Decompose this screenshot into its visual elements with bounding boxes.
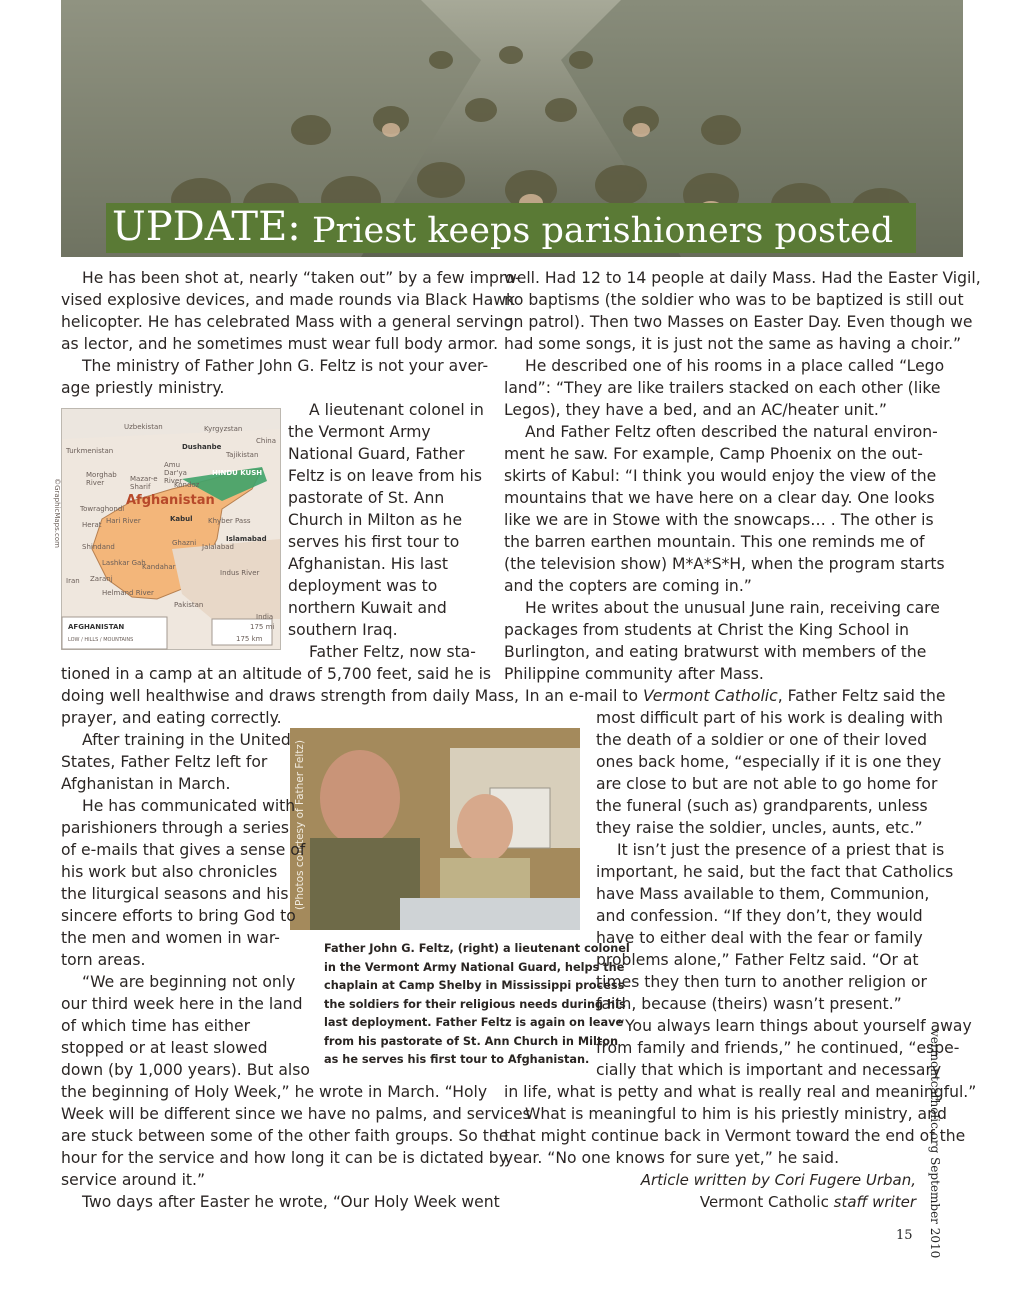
map-label: Dushanbe <box>182 443 222 451</box>
body-line: Afghanistan. His last <box>288 555 449 573</box>
map-label: Khyber Pass <box>208 517 251 525</box>
body-line: hour for the service and how long it can be is dictated by <box>61 1149 508 1167</box>
body-line: the men and women in war- <box>61 929 280 947</box>
body-line: Week will be different since we have no palms, and services <box>61 1105 531 1123</box>
body-line: the death of a soldier or one of their loved <box>596 731 927 749</box>
body-line: A lieutenant colonel in <box>309 401 484 419</box>
body-line: packages from students at Christ the King School in <box>504 621 909 639</box>
body-line: most difficult part of his work is dealing with <box>596 709 943 727</box>
body-line: serves his first tour to <box>288 533 460 551</box>
map-label: LOW / HILLS / MOUNTAINS <box>68 637 134 643</box>
caption-line: from his pastorate of St. Ann Church in Milton <box>324 1034 619 1048</box>
body-line: Afghanistan in March. <box>61 775 231 793</box>
map-label: Towraghondi <box>80 505 125 513</box>
body-line: down (by 1,000 years). But also <box>61 1061 310 1079</box>
caption-line: as he serves his first tour to Afghanistan. <box>324 1053 590 1066</box>
map-label: Amu Dar'ya River <box>164 461 187 485</box>
caption-line: chaplain at Camp Shelby in Mississippi process <box>324 979 625 992</box>
body-line: Legos), they have a bed, and an AC/heater unit.” <box>504 401 887 419</box>
body-line: like we are in Stowe with the snowcaps… . The other is <box>504 511 934 529</box>
body-line: and the copters are coming in.” <box>504 577 752 595</box>
map-label: Kabul <box>170 515 193 523</box>
body-line: parishioners through a series <box>61 819 289 837</box>
body-line: southern Iraq. <box>288 621 398 639</box>
body-line: doing well healthwise and draws strength from daily Mass, <box>61 687 519 705</box>
page-number: 15 <box>896 1228 913 1243</box>
map-label: Helmand River <box>102 589 154 597</box>
map-label: Uzbekistan <box>124 423 163 431</box>
map-label: 175 km <box>236 635 263 643</box>
map-label: Zaranj <box>90 575 113 583</box>
body-line: the Vermont Army <box>288 423 431 441</box>
byline-publication: Vermont Catholic <box>699 1193 834 1211</box>
body-line: of which time has either <box>61 1017 251 1035</box>
body-line: are close to but are not able to go home for <box>596 775 938 793</box>
body-line: What is meaningful to him is his priestly ministry, and <box>525 1105 947 1123</box>
father-feltz-photo <box>290 728 580 930</box>
map-label: India <box>256 613 274 621</box>
body-line: He has been shot at, nearly “taken out” by a few impro- <box>82 269 521 287</box>
body-line: Feltz is on leave from his <box>288 467 482 485</box>
body-line: The ministry of Father John G. Feltz is not your aver- <box>82 357 489 375</box>
caption-line: the soldiers for their religious needs during his <box>324 997 626 1011</box>
body-line: ones back home, “especially if it is one they <box>596 753 942 771</box>
body-line: He described one of his rooms in a place called “Lego <box>525 357 945 375</box>
body-line: Father Feltz, now sta- <box>309 643 476 661</box>
headline-banner <box>106 203 916 253</box>
photo-illustration <box>290 728 580 930</box>
body-line: in life, what is petty and what is really real and meaningful.” <box>504 1083 977 1101</box>
map-label: Kondoz <box>174 481 200 489</box>
headline-rest: Priest keeps parishioners posted <box>312 211 894 251</box>
body-line: the liturgical seasons and his <box>61 885 289 903</box>
body-line: He writes about the unusual June rain, receiving care <box>525 599 940 617</box>
body-line: are stuck between some of the other faith groups. So the <box>61 1127 509 1145</box>
body-line: that might continue back in Vermont toward the end of the <box>504 1127 966 1145</box>
body-line: skirts of Kabul: “I think you would enjoy the view of the <box>504 467 937 485</box>
byline-author: Article written by Cori Fugere Urban, <box>640 1171 916 1189</box>
byline-title <box>600 1191 916 1213</box>
body-line: the funeral (such as) grandparents, unless <box>596 797 928 815</box>
map-label: Mazar-e Sharif <box>130 475 158 491</box>
body-line: stopped or at least slowed <box>61 1039 268 1057</box>
afghanistan-map <box>52 408 281 650</box>
headline-lead: UPDATE: <box>112 204 301 250</box>
map-label: Hari River <box>106 517 141 525</box>
body-line: And Father Feltz often described the natural environ- <box>525 423 938 441</box>
body-line: Church in Milton as he <box>288 511 463 529</box>
body-line: cially that which is important and necessary <box>596 1061 942 1079</box>
body-line: States, Father Feltz left for <box>61 753 268 771</box>
photo-credit <box>294 740 308 911</box>
body-line: well. Had 12 to 14 people at daily Mass. Had the Easter Vigil, <box>504 269 981 287</box>
byline <box>600 1169 916 1191</box>
body-line: “We are beginning not only <box>82 973 296 991</box>
body-line: sincere efforts to bring God to <box>61 907 296 925</box>
body-line: times they then turn to another religion or <box>596 973 927 991</box>
publication-name: Vermont Catholic <box>643 687 778 705</box>
body-line: (the television show) M*A*S*H, when the program starts <box>504 555 945 573</box>
body-line: tioned in a camp at an altitude of 5,700 feet, said he is <box>61 665 492 683</box>
map-label: Kandahar <box>142 563 176 571</box>
sidebar-folio <box>928 1030 958 1259</box>
map-label: Herat <box>82 521 102 529</box>
body-line: problems alone,” Father Feltz said. “Or at <box>596 951 919 969</box>
body-line: service around it.” <box>61 1171 206 1189</box>
body-line: the beginning of Holy Week,” he wrote in March. “Holy <box>61 1083 488 1101</box>
body-line: pastorate of St. Ann <box>288 489 445 507</box>
caption-line: in the Vermont Army National Guard, helps the <box>324 960 625 974</box>
body-line: After training in the United <box>82 731 291 749</box>
map-title: Afghanistan <box>126 493 215 508</box>
map-label: Morghab River <box>86 471 117 487</box>
body-line: northern Kuwait and <box>288 599 447 617</box>
email-lead: In an e-mail to <box>525 687 644 705</box>
body-line: He has communicated with <box>82 797 296 815</box>
sidebar-folio-text: vermontcatholic.org September 2010 <box>928 1030 942 1259</box>
map-label: Indus River <box>220 569 260 577</box>
map-copyright: ©GraphicMaps.com <box>52 478 61 548</box>
map-label: Iran <box>66 577 80 585</box>
map-label: Pakistan <box>174 601 204 609</box>
map-label: Tajikistan <box>226 451 259 459</box>
map-label: AFGHANISTAN <box>68 623 125 631</box>
body-line: on patrol). Then two Masses on Easter Day. Even though we <box>504 313 973 331</box>
map-label: Ghazni <box>172 539 197 547</box>
photo-credit-text: (Photos courtesy of Father Feltz) <box>294 740 306 911</box>
caption-line: last deployment. Father Feltz is again on leave <box>324 1016 624 1029</box>
body-line: faith, because (theirs) wasn’t present.” <box>596 995 902 1013</box>
body-line: they raise the soldier, uncles, aunts, etc.” <box>596 819 923 837</box>
body-line: Philippine community after Mass. <box>504 665 764 683</box>
map-label: Shindand <box>82 543 115 551</box>
body-line: from family and friends,” he continued, “espe- <box>596 1039 960 1057</box>
map-label: Islamabad <box>226 535 267 543</box>
map-label: Lashkar Gah <box>102 559 146 567</box>
body-line: had some songs, it is just not the same as having a choir.” <box>504 335 962 353</box>
body-line: the barren earthen mountain. This one reminds me of <box>504 533 925 551</box>
body-line: important, he said, but the fact that Catholics <box>596 863 954 881</box>
body-line: no baptisms (the soldier who was to be baptized is still out <box>504 291 964 309</box>
photo-caption <box>324 940 630 1070</box>
map-label: Jalalabad <box>202 543 234 551</box>
caption-line: Father John G. Feltz, (right) a lieutenant colonel <box>324 942 630 955</box>
body-line: and confession. “If they don’t, they would <box>596 907 923 925</box>
body-line: vised explosive devices, and made rounds via Black Hawk <box>61 291 516 309</box>
map-label: China <box>256 437 276 445</box>
email-rest: , Father Feltz said the <box>777 687 946 705</box>
map-label: HINDU KUSH <box>212 469 263 477</box>
body-line: Two days after Easter he wrote, “Our Holy Week went <box>82 1193 500 1211</box>
body-line: our third week here in the land <box>61 995 303 1013</box>
body-line: torn areas. <box>61 951 146 969</box>
body-line: deployment was to <box>288 577 438 595</box>
body-line: as lector, and he sometimes must wear full body armor. <box>61 335 499 353</box>
body-line: age priestly ministry. <box>61 379 225 397</box>
body-line: “You always learn things about yourself away <box>617 1017 972 1035</box>
body-line: helicopter. He has celebrated Mass with a general serving <box>61 313 514 331</box>
map-label: Turkmenistan <box>66 447 114 455</box>
body-line: land”: “They are like trailers stacked on each other (like <box>504 379 941 397</box>
body-line: It isn’t just the presence of a priest that is <box>617 841 945 859</box>
body-line: have Mass available to them, Communion, <box>596 885 930 903</box>
body-line: ment he saw. For example, Camp Phoenix on the out- <box>504 445 923 463</box>
map-shapes <box>62 409 280 649</box>
body-line: have to either deal with the fear or family <box>596 929 923 947</box>
map-label: Kyrgyzstan <box>204 425 243 433</box>
body-line: mountains that we have here on a clear day. One looks <box>504 489 935 507</box>
body-line: his work but also chronicles <box>61 863 278 881</box>
body-line: year. “No one knows for sure yet,” he said. <box>504 1149 840 1167</box>
body-line: Burlington, and eating bratwurst with members of the <box>504 643 927 661</box>
map-label: 175 mi <box>250 623 275 631</box>
body-line: National Guard, Father <box>288 445 465 463</box>
body-line <box>525 685 945 707</box>
body-line: of e-mails that gives a sense of <box>61 841 306 859</box>
byline-role: staff writer <box>833 1193 916 1211</box>
body-line: prayer, and eating correctly. <box>61 709 282 727</box>
